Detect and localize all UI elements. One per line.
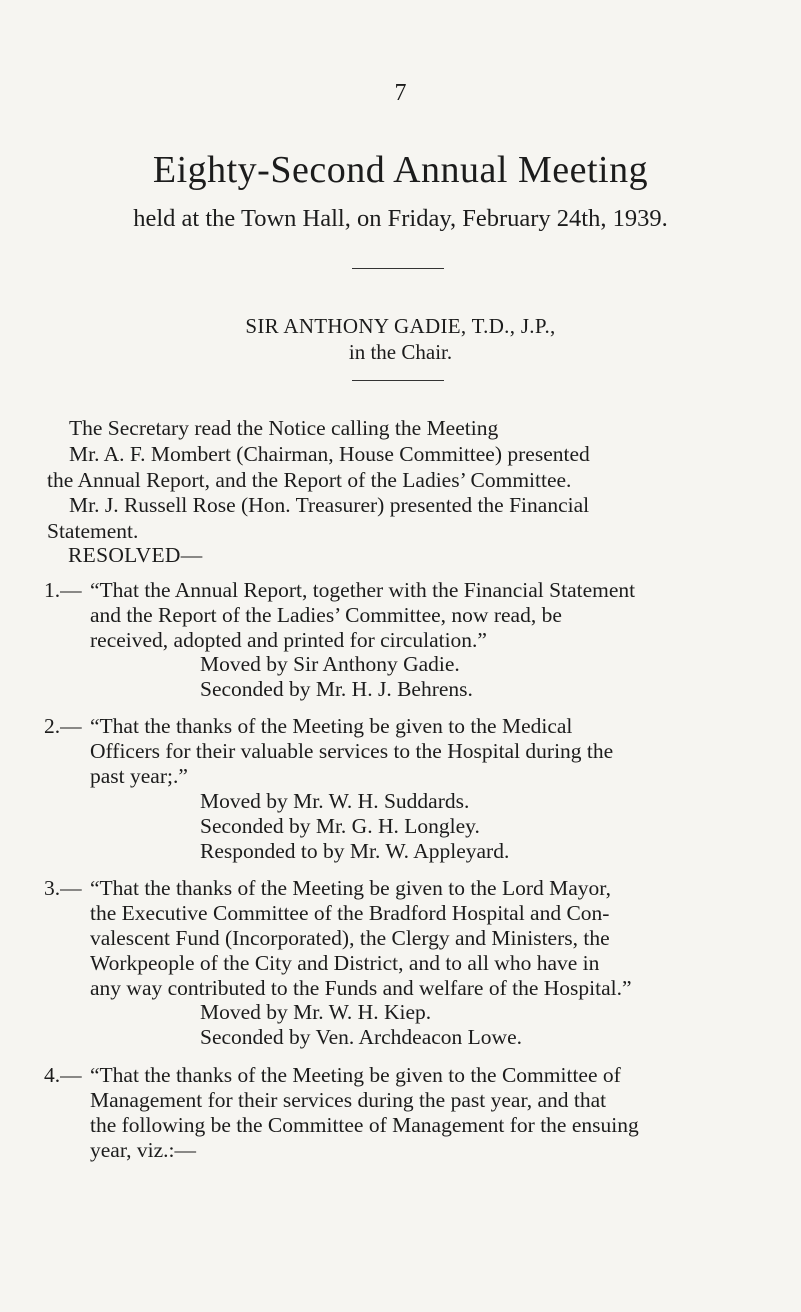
- resolution-1: [44, 578, 754, 653]
- resolution-line: the following be the Committee of Management for the ensuing: [90, 1113, 639, 1137]
- resolution-line: and the Report of the Ladies’ Committee, now read, be: [90, 603, 562, 627]
- meeting-subtitle: held at the Town Hall, on Friday, February 24th, 1939.: [133, 205, 668, 232]
- page-number: 7: [394, 80, 407, 106]
- resolution-number: 4.—: [44, 1063, 82, 1087]
- meeting-title: Eighty-Second Annual Meeting: [152, 149, 649, 191]
- intro-secretary: [47, 415, 750, 441]
- chair-note: in the Chair.: [348, 340, 453, 364]
- intro-line: Mr. A. F. Mombert (Chairman, House Committee) presented: [69, 442, 590, 466]
- resolution-4: [44, 1063, 754, 1163]
- resolution-line: received, adopted and printed for circulation.”: [90, 628, 487, 652]
- resolution-2: [44, 714, 754, 789]
- seconded-by: Seconded by Ven. Archdeacon Lowe.: [200, 1025, 523, 1049]
- resolution-3: [44, 876, 754, 1001]
- seconded-by: Seconded by Mr. H. J. Behrens.: [200, 677, 473, 701]
- resolution-line: the Executive Committee of the Bradford Hospital and Con-: [90, 901, 610, 925]
- resolution-number: 3.—: [44, 876, 82, 900]
- resolution-line: Workpeople of the City and District, and to all who have in: [90, 951, 600, 975]
- resolution-line: “That the thanks of the Meeting be given to the Lord Mayor,: [90, 876, 611, 900]
- intro-treasurer-block: [47, 492, 750, 544]
- intro-line: The Secretary read the Notice calling the Meeting: [69, 416, 499, 440]
- resolution-line: any way contributed to the Funds and welfare of the Hospital.”: [90, 976, 632, 1000]
- moved-by: Moved by Sir Anthony Gadie.: [200, 652, 460, 676]
- chair-name: SIR ANTHONY GADIE, T.D., J.P.,: [245, 314, 556, 338]
- intro-line: Mr. J. Russell Rose (Hon. Treasurer) presented the Financial: [69, 493, 590, 517]
- resolution-line: “That the thanks of the Meeting be given to the Medical: [90, 714, 573, 738]
- resolution-number: 1.—: [44, 578, 82, 602]
- moved-by: Moved by Mr. W. H. Kiep.: [200, 1000, 432, 1024]
- resolution-line: “That the Annual Report, together with the Financial Statement: [90, 578, 636, 602]
- resolved-heading: RESOLVED—: [68, 543, 203, 567]
- responded-by: Responded to by Mr. W. Appleyard.: [200, 839, 510, 863]
- divider-bottom: [352, 380, 444, 381]
- seconded-by: Seconded by Mr. G. H. Longley.: [200, 814, 480, 838]
- resolution-line: year, viz.:—: [90, 1138, 196, 1162]
- resolution-number: 2.—: [44, 714, 82, 738]
- resolution-line: Management for their services during the past year, and that: [90, 1088, 607, 1112]
- resolution-line: Officers for their valuable services to the Hospital during the: [90, 739, 614, 763]
- resolution-line: “That the thanks of the Meeting be given to the Committee of: [90, 1063, 621, 1087]
- resolution-line: valescent Fund (Incorporated), the Clergy and Ministers, the: [90, 926, 610, 950]
- moved-by: Moved by Mr. W. H. Suddards.: [200, 789, 470, 813]
- resolution-line: past year;.”: [90, 764, 188, 788]
- intro-line: the Annual Report, and the Report of the Ladies’ Committee.: [47, 468, 572, 492]
- divider-top: [352, 268, 444, 269]
- intro-chairman: [47, 441, 750, 493]
- intro-line: Statement.: [47, 519, 139, 543]
